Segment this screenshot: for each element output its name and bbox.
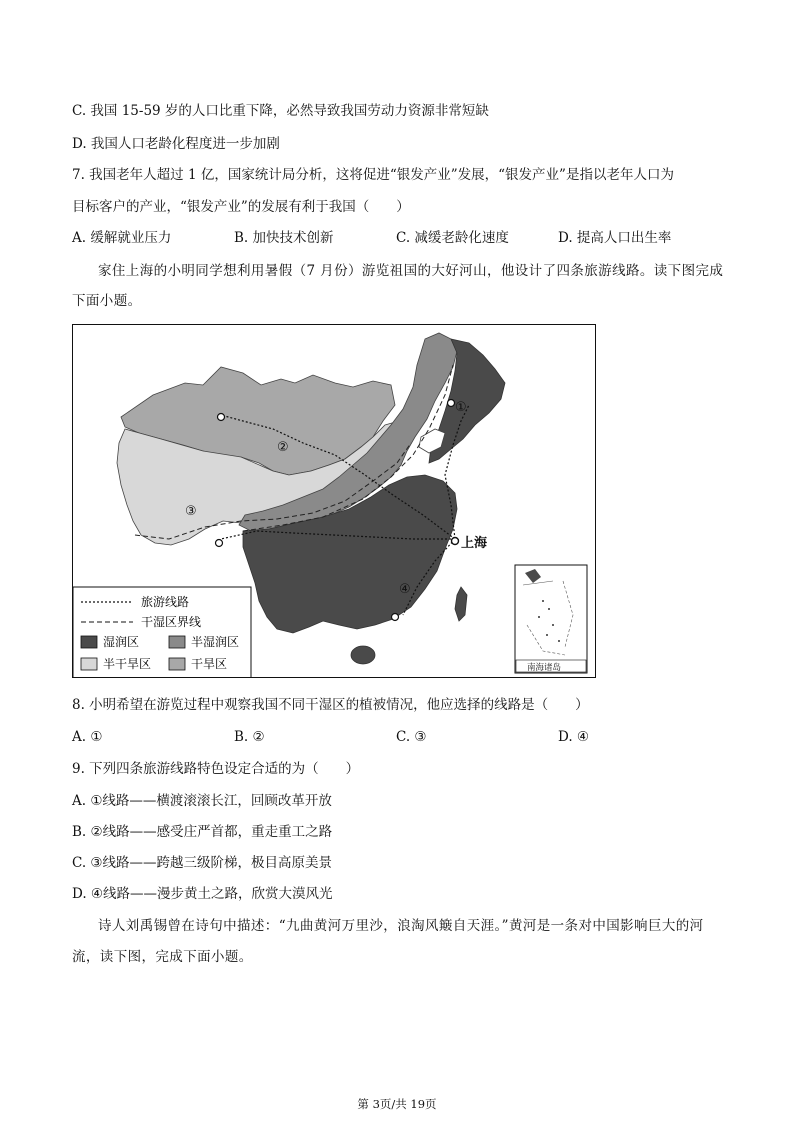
intro2-line1: 诗人刘禹锡曾在诗句中描述：“九曲黄河万里沙，浪淘风簸自天涯。”黄河是一条对中国影响巨大的河 <box>98 918 704 934</box>
shanghai-label: 上海 <box>461 536 488 551</box>
q7-option-a: A. 缓解就业压力 <box>72 230 172 246</box>
q9-option-b: B. ②线路——感受庄严首都，重走重工之路 <box>72 824 333 840</box>
route-1-label: ① <box>455 400 467 415</box>
inset-label: 南海诸岛 <box>527 663 562 673</box>
route-2-endpoint <box>218 414 225 421</box>
q7-option-b: B. 加快技术创新 <box>234 230 334 246</box>
q7-option-c: C. 减缓老龄化速度 <box>396 230 509 246</box>
route-3-endpoint <box>216 540 223 547</box>
taiwan-island <box>455 587 467 621</box>
q9-option-d: D. ④线路——漫步黄土之路，欣赏大漠风光 <box>72 886 333 902</box>
route-4-label: ④ <box>399 582 411 597</box>
intro2-line2: 流，读下图，完成下面小题。 <box>72 949 253 965</box>
legend-arid-label: 干旱区 <box>191 657 228 671</box>
hainan-island <box>351 646 375 664</box>
legend-semi-humid-label: 半湿润区 <box>191 635 240 649</box>
legend-semi-arid-label: 半干旱区 <box>103 657 152 671</box>
q9-option-a: A. ①线路——横渡滚滚长江，回顾改革开放 <box>72 793 332 809</box>
q9-option-c: C. ③线路——跨越三级阶梯，极目高原美景 <box>72 855 333 871</box>
route-1-endpoint <box>448 400 455 407</box>
route-2-label: ② <box>277 440 289 455</box>
intro1-line1: 家住上海的小明同学想利用暑假（7 月份）游览祖国的大好河山，他设计了四条旅游线路。读下图完成 <box>98 263 724 279</box>
china-dry-wet-zone-map <box>72 324 596 678</box>
route-4-endpoint <box>392 614 399 621</box>
page-footer: 第 3页/共 19页 <box>357 1097 437 1111</box>
q8-option-b: B. ② <box>234 729 265 745</box>
route-3-label: ③ <box>185 504 197 519</box>
legend-boundary-label: 干湿区界线 <box>141 615 202 629</box>
q8-option-a: A. ① <box>72 729 103 745</box>
q7-stem-line1: 7. 我国老年人超过 1 亿，国家统计局分析，这将促进“银发产业”发展，“银发产业”是指以老年人口为 <box>72 167 674 183</box>
q8-option-c: C. ③ <box>396 729 427 745</box>
intro1-line2: 下面小题。 <box>72 293 142 309</box>
q8-stem: 8. 小明希望在游览过程中观察我国不同干湿区的植被情况，他应选择的线路是（ ） <box>72 697 589 713</box>
q7-stem-line2: 目标客户的产业，“银发产业”的发展有利于我国（ ） <box>72 199 410 215</box>
legend-humid-label: 湿润区 <box>103 635 140 649</box>
q9-stem: 9. 下列四条旅游线路特色设定合适的为（ ） <box>72 761 360 777</box>
south-china-sea-inset <box>515 565 587 673</box>
legend-route-label: 旅游线路 <box>141 595 190 609</box>
map-legend <box>73 587 251 678</box>
q6-option-d: D. 我国人口老龄化程度进一步加剧 <box>72 136 280 152</box>
shanghai-marker <box>452 538 459 545</box>
q8-option-d: D. ④ <box>558 729 590 745</box>
q7-option-d: D. 提高人口出生率 <box>558 230 672 246</box>
q6-option-c: C. 我国 15-59 岁的人口比重下降，必然导致我国劳动力资源非常短缺 <box>72 103 489 119</box>
